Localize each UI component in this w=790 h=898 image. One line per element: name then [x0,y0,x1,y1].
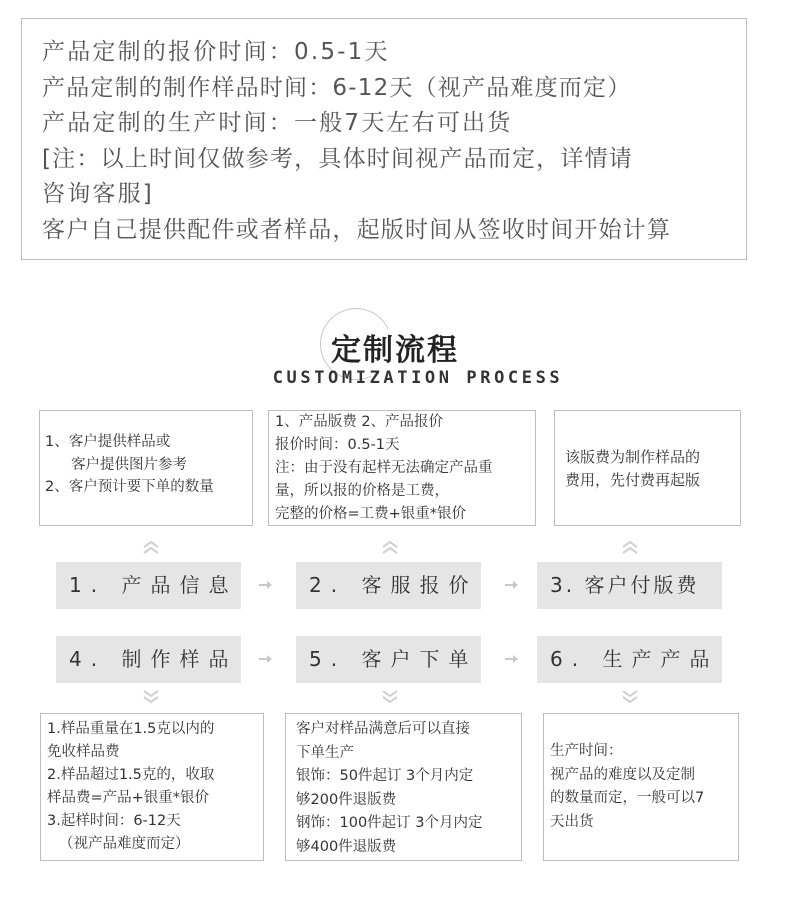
desc-line: 3.起样时间：6-12天 [47,813,181,829]
desc-line: 1、客户提供样品或 [45,434,171,450]
desc-line: （视产品难度而定） [59,836,190,852]
desc-line: 够200件退版费 [296,791,397,808]
info-line: 咨询客服] [42,181,154,207]
desc-line: 该版费为制作样品的 [565,448,701,466]
step-place-order: 5. 客户下单 [296,636,481,683]
double-chevron-down-icon [620,688,640,704]
lead-time-info-box [21,18,747,260]
desc-line: 报价时间：0.5-1天 [275,437,400,453]
desc-line: 生产时间： [550,743,623,759]
info-line: 客户自己提供配件或者样品，起版时间从签收时间开始计算 [42,216,672,243]
arrow-right-icon [505,654,519,667]
info-line: [注：以上时间仅做参考，具体时间视产品而定，详情请 [42,145,633,172]
step-service-quote: 2. 客服报价 [296,562,481,609]
info-line: 产品定制的生产时间：一般7天左右可出货 [42,110,513,136]
double-chevron-down-icon [380,688,400,704]
desc-line: 天出货 [550,813,594,830]
title-english: CUSTOMIZATION PROCESS [272,368,564,388]
step-pay-mold-fee: 3. 客户付版费 [537,562,722,609]
arrow-right-icon [259,654,273,667]
desc-line: 完整的价格=工费+银重*银价 [275,506,467,522]
desc-line: 的数量而定，一般可以7 [550,790,705,806]
desc-mold-fee [554,410,741,526]
desc-line: 1.样品重量在1.5克以内的 [47,721,215,737]
desc-line: 钢饰：100件起订 3个月内定 [296,815,483,831]
info-line: 产品定制的报价时间：0.5-1天 [42,39,390,65]
desc-line: 注：由于没有起样无法确定产品重 [275,460,493,476]
desc-sample-fee [40,713,264,861]
desc-line: 免收样品费 [47,744,120,760]
desc-line: 1、产品版费 2、产品报价 [275,414,444,430]
desc-line: 2.样品超过1.5克的，收取 [47,767,215,783]
desc-line: 够400件退版费 [296,838,397,855]
desc-order-terms [285,713,522,861]
desc-line: 客户对样品满意后可以直接 [296,721,470,737]
desc-product-info [39,410,253,526]
double-chevron-down-icon [141,688,161,704]
desc-line: 量，所以报的价格是工费， [275,483,449,499]
info-line: 产品定制的制作样品时间：6-12天（视产品难度而定） [42,74,632,101]
step-product-info: 1. 产品信息 [56,562,241,609]
arrow-right-icon [259,580,273,593]
desc-line: 客户提供图片参考 [71,456,187,473]
double-chevron-up-icon [380,540,400,556]
step-production: 6. 生产产品 [537,636,722,683]
double-chevron-up-icon [620,540,640,556]
desc-line: 视产品的难度以及定制 [550,766,695,783]
desc-line: 样品费=产品+银重*银价 [47,790,210,806]
desc-quote [268,410,536,526]
section-title [0,300,790,400]
desc-production-time [543,713,739,861]
arrow-right-icon [505,580,519,593]
step-make-sample: 4. 制作样品 [56,636,241,683]
desc-line: 2、客户预计要下单的数量 [45,479,214,495]
desc-line: 下单生产 [296,744,354,761]
desc-line: 银饰：50件起订 3个月内定 [296,768,474,784]
title-chinese: 定制流程 [331,333,459,368]
double-chevron-up-icon [141,540,161,556]
desc-line: 费用，先付费再起版 [565,470,701,489]
